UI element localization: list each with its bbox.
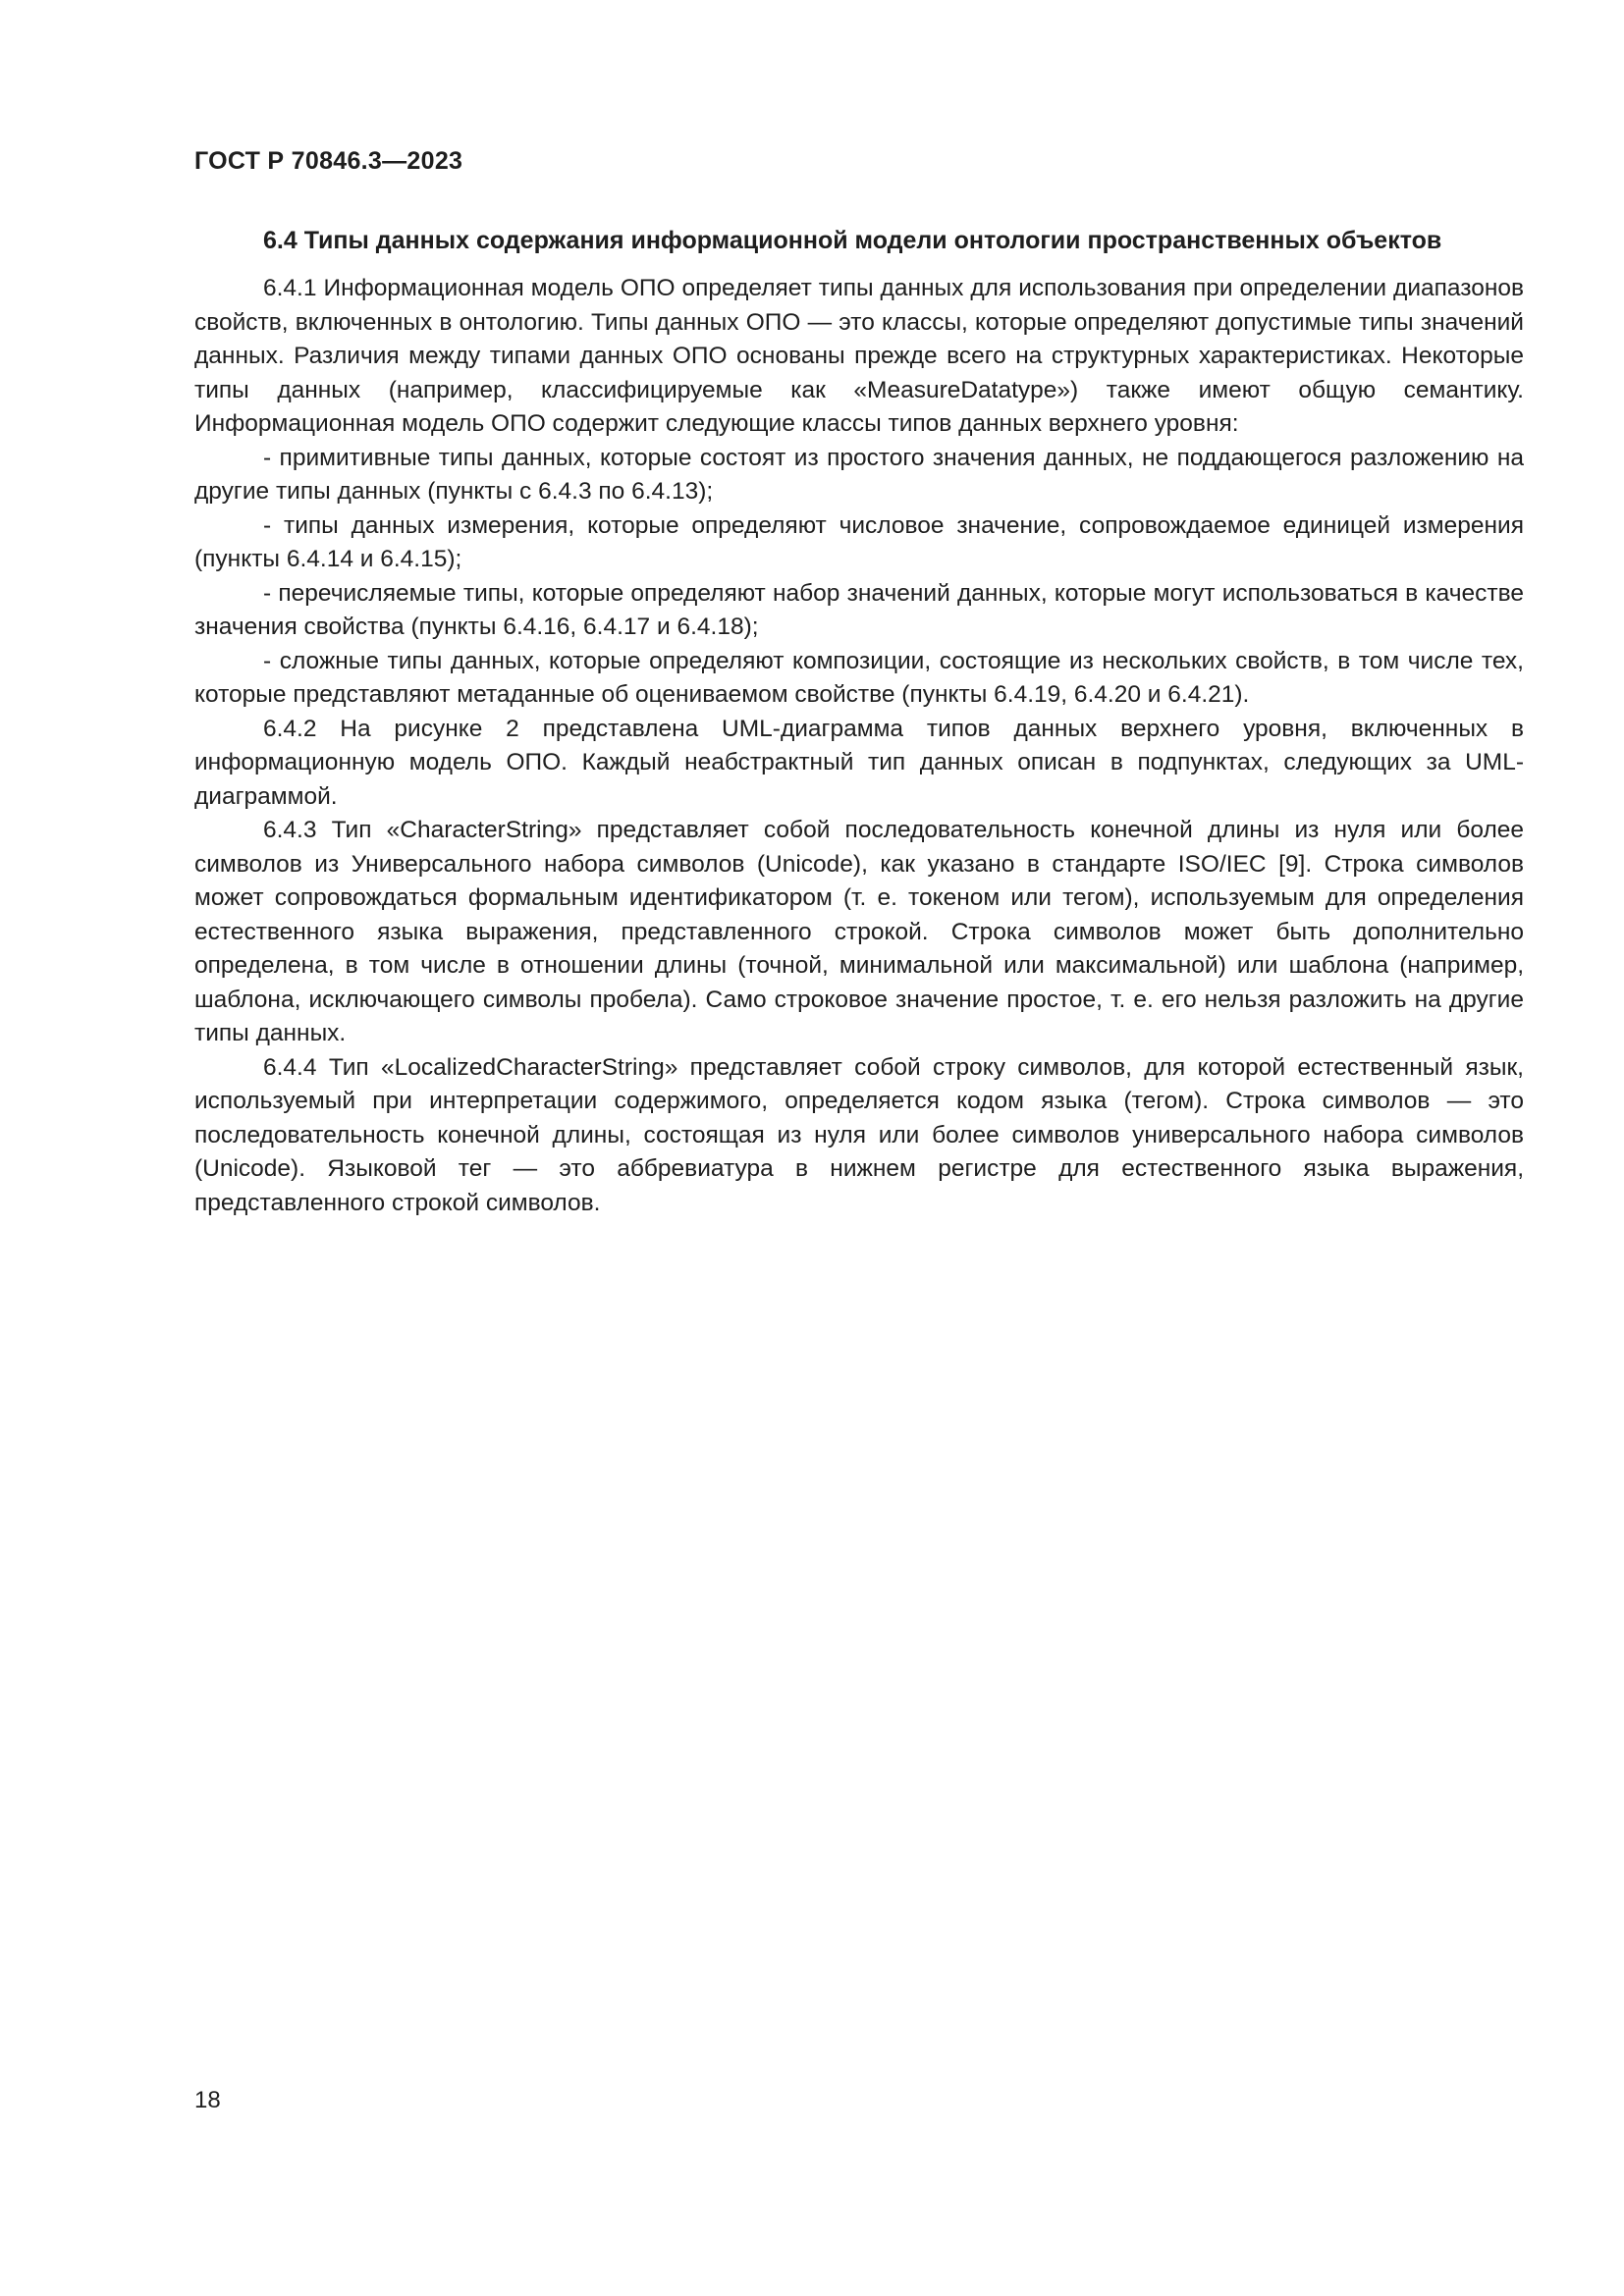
list-item-complex-types: - сложные типы данных, которые определяют композиции, состоящие из нескольких свойств, в том числе тех, которые представляют метаданные об оцениваемом свойстве (пункты 6.4.19, 6.4.20 и 6.4.21). [194,647,1524,708]
paragraph-6-4-3: 6.4.3 Тип «CharacterString» представляет собой последовательность конечной длины из нуля или более символов из Универсального набора символов (Unicode), как указано в стандарте ISO/IEC [9]. Строка символов может сопровождаться формальным идентификатором (т. е. токеном или тегом), используемым для определения естественного языка выражения, представленного строкой. Строка символов может быть дополнительно определена, в том числе в отношении длины (точной, минимальной или максимальной) или шаблона (например, шаблона, исключающего символы пробела). Само строковое значение простое, т. е. его нельзя разложить на другие типы данных. [194,817,1524,1046]
paragraph-6-4-2: 6.4.2 На рисунке 2 представлена UML-диаграмма типов данных верхнего уровня, включенных в информационную модель ОПО. Каждый неабстрактный тип данных описан в подпунктах, следующих за UML-диаграммой. [194,715,1524,810]
list-item-primitive-types: - примитивные типы данных, которые состоят из простого значения данных, не поддающегося разложению на другие типы данных (пункты с 6.4.3 по 6.4.13); [194,444,1524,505]
document-standard-code: ГОСТ Р 70846.3—2023 [194,147,463,175]
paragraph-6-4-1: 6.4.1 Информационная модель ОПО определяет типы данных для использования при определении диапазонов свойств, включенных в онтологию. Типы данных ОПО — это классы, которые определяют допустимые типы значений данных. Различия между типами данных ОПО основаны прежде всего на структурных характеристиках. Некоторые типы данных (например, классифицируемые как «MeasureDatatype») также имеют общую семантику. Информационная модель ОПО содержит следующие классы типов данных верхнего уровня: [194,275,1524,437]
paragraph-6-4-4: 6.4.4 Тип «LocalizedCharacterString» представляет собой строку символов, для которой естественный язык, используемый при интерпретации содержимого, определяется кодом языка (тегом). Строка символов — это последовательность конечной длины, состоящая из нуля или более символов универсального набора символов (Unicode). Языковой тег — это аббревиатура в нижнем регистре для естественного языка выражения, представленного строкой символов. [194,1053,1524,1216]
section-heading: 6.4 Типы данных содержания информационной модели онтологии пространственных объектов [263,227,1442,254]
section-body [194,224,1524,1220]
list-item-enumerated-types: - перечисляемые типы, которые определяют набор значений данных, которые могут использоваться в качестве значения свойства (пункты 6.4.16, 6.4.17 и 6.4.18); [194,579,1524,640]
list-item-measure-types: - типы данных измерения, которые определяют числовое значение, сопровождаемое единицей измерения (пункты 6.4.14 и 6.4.15); [194,511,1524,572]
page-number: 18 [194,2087,221,2113]
